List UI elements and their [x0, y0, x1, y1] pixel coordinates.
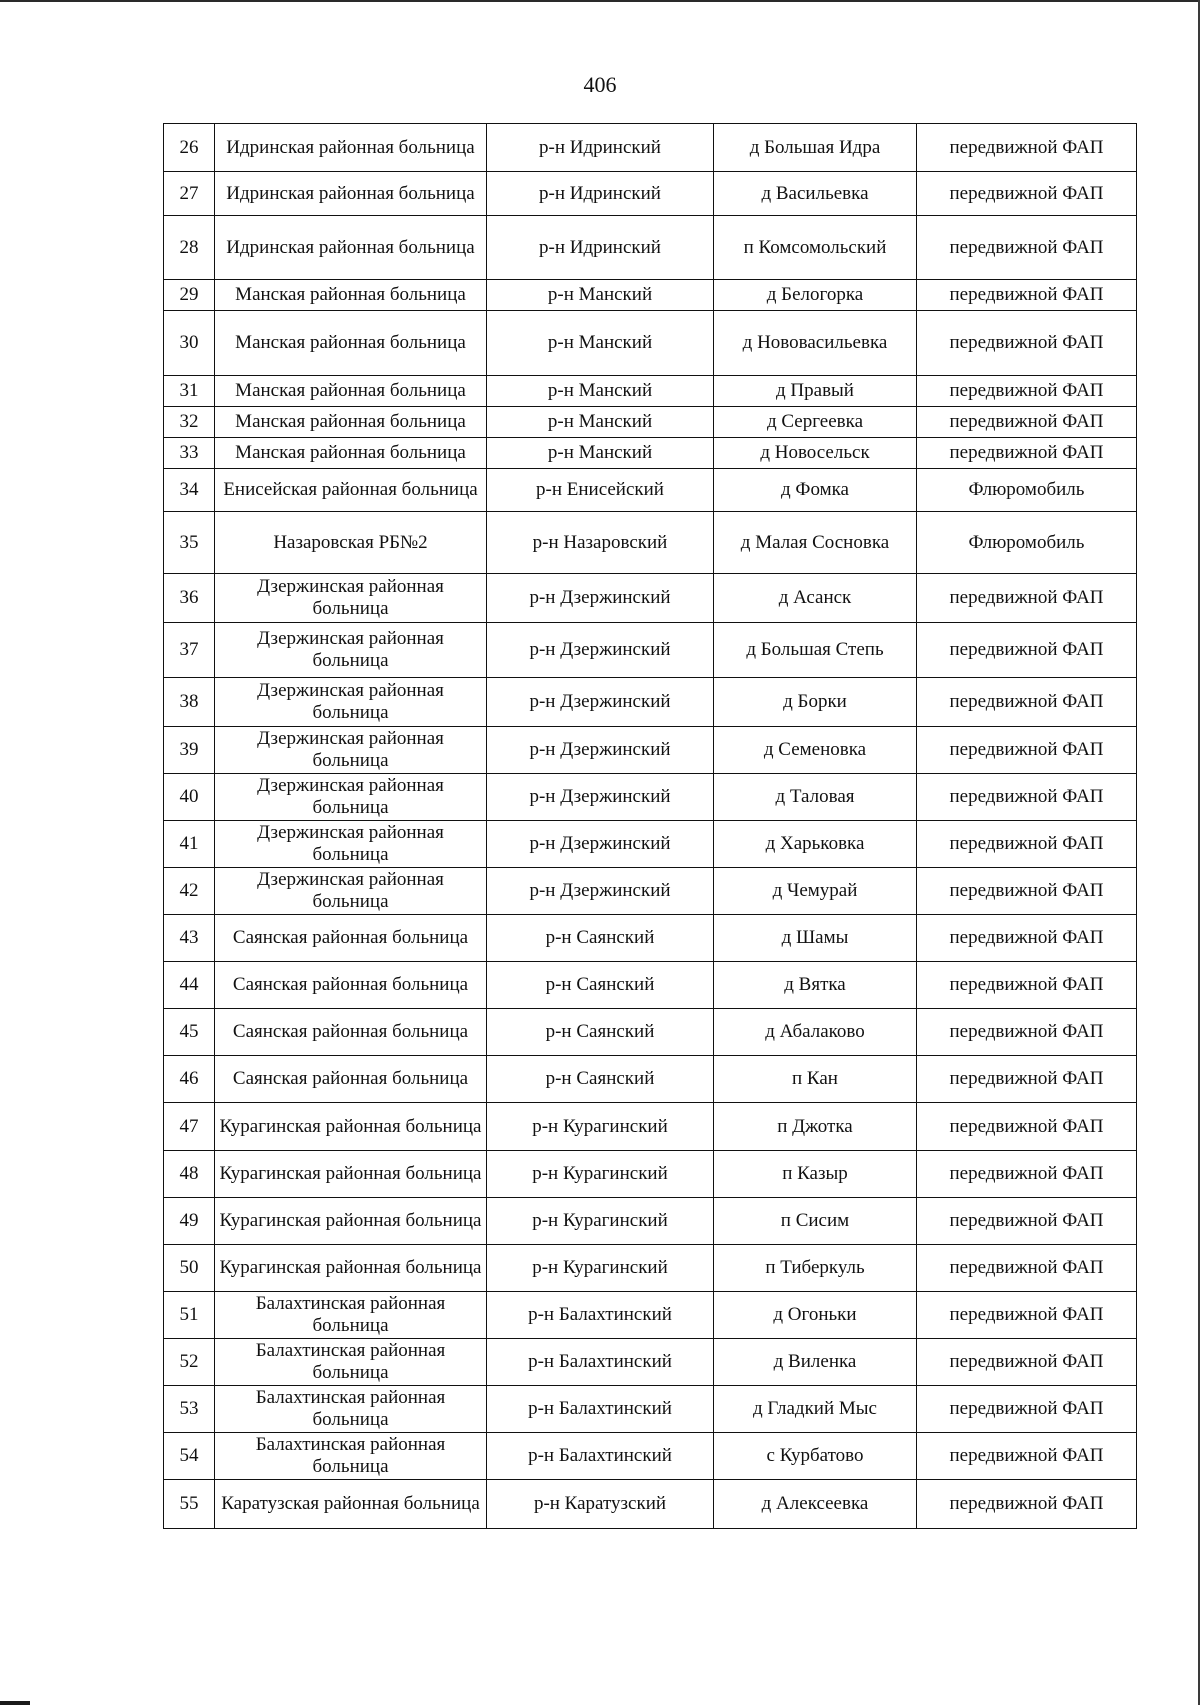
district-name: р-н Дзержинский: [487, 868, 714, 915]
table-row: [164, 1151, 1137, 1198]
row-number: 48: [164, 1151, 215, 1198]
table-row: [164, 1433, 1137, 1480]
unit-type: передвижной ФАП: [917, 1198, 1137, 1245]
locality-name: д Семеновка: [714, 727, 917, 774]
unit-type: передвижной ФАП: [917, 821, 1137, 868]
unit-type: передвижной ФАП: [917, 376, 1137, 407]
district-name: р-н Идринский: [487, 216, 714, 280]
district-name: р-н Саянский: [487, 962, 714, 1009]
district-name: р-н Дзержинский: [487, 821, 714, 868]
unit-type: передвижной ФАП: [917, 438, 1137, 469]
table-row: [164, 623, 1137, 678]
unit-type: передвижной ФАП: [917, 678, 1137, 727]
hospital-name: Дзержинская районная больница: [215, 623, 487, 678]
district-name: р-н Дзержинский: [487, 678, 714, 727]
district-name: р-н Дзержинский: [487, 623, 714, 678]
row-number: 45: [164, 1009, 215, 1056]
table-row: [164, 1292, 1137, 1339]
table-row: [164, 172, 1137, 216]
hospital-name: Саянская районная больница: [215, 962, 487, 1009]
unit-type: передвижной ФАП: [917, 774, 1137, 821]
locality-name: д Новосельск: [714, 438, 917, 469]
table-row: [164, 774, 1137, 821]
unit-type: передвижной ФАП: [917, 962, 1137, 1009]
locality-name: п Казыр: [714, 1151, 917, 1198]
district-name: р-н Идринский: [487, 124, 714, 172]
hospital-name: Дзержинская районная больница: [215, 774, 487, 821]
district-name: р-н Дзержинский: [487, 774, 714, 821]
scan-border-top: [0, 0, 1200, 2]
hospital-name: Курагинская районная больница: [215, 1151, 487, 1198]
hospital-name: Саянская районная больница: [215, 915, 487, 962]
table-row: [164, 678, 1137, 727]
table-row: [164, 124, 1137, 172]
row-number: 42: [164, 868, 215, 915]
table-row: [164, 1245, 1137, 1292]
district-name: р-н Курагинский: [487, 1103, 714, 1151]
district-name: р-н Дзержинский: [487, 574, 714, 623]
row-number: 49: [164, 1198, 215, 1245]
row-number: 55: [164, 1480, 215, 1529]
locality-name: д Алексеевка: [714, 1480, 917, 1529]
row-number: 51: [164, 1292, 215, 1339]
locality-name: д Борки: [714, 678, 917, 727]
hospital-name: Каратузская районная больница: [215, 1480, 487, 1529]
table-row: [164, 1339, 1137, 1386]
row-number: 32: [164, 407, 215, 438]
row-number: 29: [164, 280, 215, 311]
district-name: р-н Манский: [487, 311, 714, 376]
unit-type: передвижной ФАП: [917, 574, 1137, 623]
hospital-name: Дзержинская районная больница: [215, 678, 487, 727]
locality-name: п Кан: [714, 1056, 917, 1103]
locality-name: д Шамы: [714, 915, 917, 962]
unit-type: передвижной ФАП: [917, 623, 1137, 678]
hospital-name: Назаровская РБ№2: [215, 512, 487, 574]
unit-type: передвижной ФАП: [917, 1151, 1137, 1198]
district-name: р-н Саянский: [487, 915, 714, 962]
district-name: р-н Курагинский: [487, 1198, 714, 1245]
locality-name: п Сисим: [714, 1198, 917, 1245]
unit-type: Флюромобиль: [917, 512, 1137, 574]
hospital-name: Саянская районная больница: [215, 1056, 487, 1103]
district-name: р-н Балахтинский: [487, 1339, 714, 1386]
locality-name: д Фомка: [714, 469, 917, 512]
unit-type: передвижной ФАП: [917, 124, 1137, 172]
unit-type: передвижной ФАП: [917, 407, 1137, 438]
table-row: [164, 1198, 1137, 1245]
district-name: р-н Назаровский: [487, 512, 714, 574]
locality-name: д Вятка: [714, 962, 917, 1009]
row-number: 44: [164, 962, 215, 1009]
locality-name: п Комсомольский: [714, 216, 917, 280]
unit-type: передвижной ФАП: [917, 1292, 1137, 1339]
unit-type: передвижной ФАП: [917, 1480, 1137, 1529]
unit-type: передвижной ФАП: [917, 1339, 1137, 1386]
table-row: [164, 868, 1137, 915]
table-row: [164, 1103, 1137, 1151]
table-row: [164, 574, 1137, 623]
locality-name: п Тиберкуль: [714, 1245, 917, 1292]
hospital-name: Балахтинская районная больница: [215, 1339, 487, 1386]
row-number: 37: [164, 623, 215, 678]
row-number: 26: [164, 124, 215, 172]
table-row: [164, 1480, 1137, 1529]
table-body: [164, 124, 1137, 1529]
locality-name: д Виленка: [714, 1339, 917, 1386]
table-row: [164, 962, 1137, 1009]
row-number: 27: [164, 172, 215, 216]
scan-border-bottom: [0, 1701, 30, 1705]
district-name: р-н Курагинский: [487, 1245, 714, 1292]
district-name: р-н Курагинский: [487, 1151, 714, 1198]
district-name: р-н Балахтинский: [487, 1386, 714, 1433]
table-row: [164, 915, 1137, 962]
hospital-name: Саянская районная больница: [215, 1009, 487, 1056]
hospital-name: Манская районная больница: [215, 376, 487, 407]
locality-name: д Гладкий Мыс: [714, 1386, 917, 1433]
row-number: 41: [164, 821, 215, 868]
hospital-name: Идринская районная больница: [215, 124, 487, 172]
row-number: 30: [164, 311, 215, 376]
hospital-name: Манская районная больница: [215, 407, 487, 438]
locality-name: д Абалаково: [714, 1009, 917, 1056]
mobile-units-table: [163, 123, 1137, 1529]
table-row: [164, 1009, 1137, 1056]
table-row: [164, 438, 1137, 469]
unit-type: передвижной ФАП: [917, 1103, 1137, 1151]
row-number: 36: [164, 574, 215, 623]
row-number: 50: [164, 1245, 215, 1292]
district-name: р-н Манский: [487, 438, 714, 469]
unit-type: передвижной ФАП: [917, 216, 1137, 280]
locality-name: п Джотка: [714, 1103, 917, 1151]
hospital-name: Идринская районная больница: [215, 172, 487, 216]
locality-name: д Белогорка: [714, 280, 917, 311]
hospital-name: Дзержинская районная больница: [215, 821, 487, 868]
row-number: 38: [164, 678, 215, 727]
district-name: р-н Манский: [487, 376, 714, 407]
district-name: р-н Идринский: [487, 172, 714, 216]
table-row: [164, 469, 1137, 512]
unit-type: передвижной ФАП: [917, 1245, 1137, 1292]
district-name: р-н Енисейский: [487, 469, 714, 512]
table-row: [164, 376, 1137, 407]
hospital-name: Курагинская районная больница: [215, 1103, 487, 1151]
row-number: 35: [164, 512, 215, 574]
table-row: [164, 1386, 1137, 1433]
row-number: 53: [164, 1386, 215, 1433]
district-name: р-н Манский: [487, 407, 714, 438]
locality-name: д Малая Сосновка: [714, 512, 917, 574]
table-row: [164, 311, 1137, 376]
unit-type: Флюромобиль: [917, 469, 1137, 512]
locality-name: д Правый: [714, 376, 917, 407]
locality-name: д Харьковка: [714, 821, 917, 868]
row-number: 31: [164, 376, 215, 407]
unit-type: передвижной ФАП: [917, 172, 1137, 216]
row-number: 40: [164, 774, 215, 821]
table-row: [164, 1056, 1137, 1103]
unit-type: передвижной ФАП: [917, 915, 1137, 962]
locality-name: д Таловая: [714, 774, 917, 821]
locality-name: д Большая Степь: [714, 623, 917, 678]
row-number: 52: [164, 1339, 215, 1386]
district-name: р-н Балахтинский: [487, 1433, 714, 1480]
row-number: 28: [164, 216, 215, 280]
hospital-name: Курагинская районная больница: [215, 1198, 487, 1245]
hospital-name: Курагинская районная больница: [215, 1245, 487, 1292]
page-number: 406: [583, 72, 617, 97]
hospital-name: Дзержинская районная больница: [215, 727, 487, 774]
hospital-name: Енисейская районная больница: [215, 469, 487, 512]
district-name: р-н Дзержинский: [487, 727, 714, 774]
hospital-name: Идринская районная больница: [215, 216, 487, 280]
unit-type: передвижной ФАП: [917, 1009, 1137, 1056]
locality-name: д Сергеевка: [714, 407, 917, 438]
district-name: р-н Саянский: [487, 1056, 714, 1103]
table-row: [164, 280, 1137, 311]
unit-type: передвижной ФАП: [917, 1386, 1137, 1433]
row-number: 46: [164, 1056, 215, 1103]
unit-type: передвижной ФАП: [917, 1056, 1137, 1103]
hospital-name: Балахтинская районная больница: [215, 1386, 487, 1433]
row-number: 39: [164, 727, 215, 774]
locality-name: д Нововасильевка: [714, 311, 917, 376]
hospital-name: Манская районная больница: [215, 311, 487, 376]
unit-type: передвижной ФАП: [917, 311, 1137, 376]
hospital-name: Дзержинская районная больница: [215, 868, 487, 915]
hospital-name: Балахтинская районная больница: [215, 1292, 487, 1339]
locality-name: с Курбатово: [714, 1433, 917, 1480]
district-name: р-н Балахтинский: [487, 1292, 714, 1339]
row-number: 43: [164, 915, 215, 962]
hospital-name: Манская районная больница: [215, 280, 487, 311]
locality-name: д Васильевка: [714, 172, 917, 216]
unit-type: передвижной ФАП: [917, 280, 1137, 311]
hospital-name: Балахтинская районная больница: [215, 1433, 487, 1480]
hospital-name: Манская районная больница: [215, 438, 487, 469]
row-number: 34: [164, 469, 215, 512]
district-name: р-н Манский: [487, 280, 714, 311]
row-number: 54: [164, 1433, 215, 1480]
row-number: 47: [164, 1103, 215, 1151]
locality-name: д Большая Идра: [714, 124, 917, 172]
hospital-name: Дзержинская районная больница: [215, 574, 487, 623]
row-number: 33: [164, 438, 215, 469]
unit-type: передвижной ФАП: [917, 727, 1137, 774]
table-row: [164, 821, 1137, 868]
table-row: [164, 727, 1137, 774]
district-name: р-н Саянский: [487, 1009, 714, 1056]
locality-name: д Чемурай: [714, 868, 917, 915]
table-row: [164, 216, 1137, 280]
table-row: [164, 407, 1137, 438]
unit-type: передвижной ФАП: [917, 1433, 1137, 1480]
district-name: р-н Каратузский: [487, 1480, 714, 1529]
unit-type: передвижной ФАП: [917, 868, 1137, 915]
locality-name: д Асанск: [714, 574, 917, 623]
locality-name: д Огоньки: [714, 1292, 917, 1339]
table-row: [164, 512, 1137, 574]
